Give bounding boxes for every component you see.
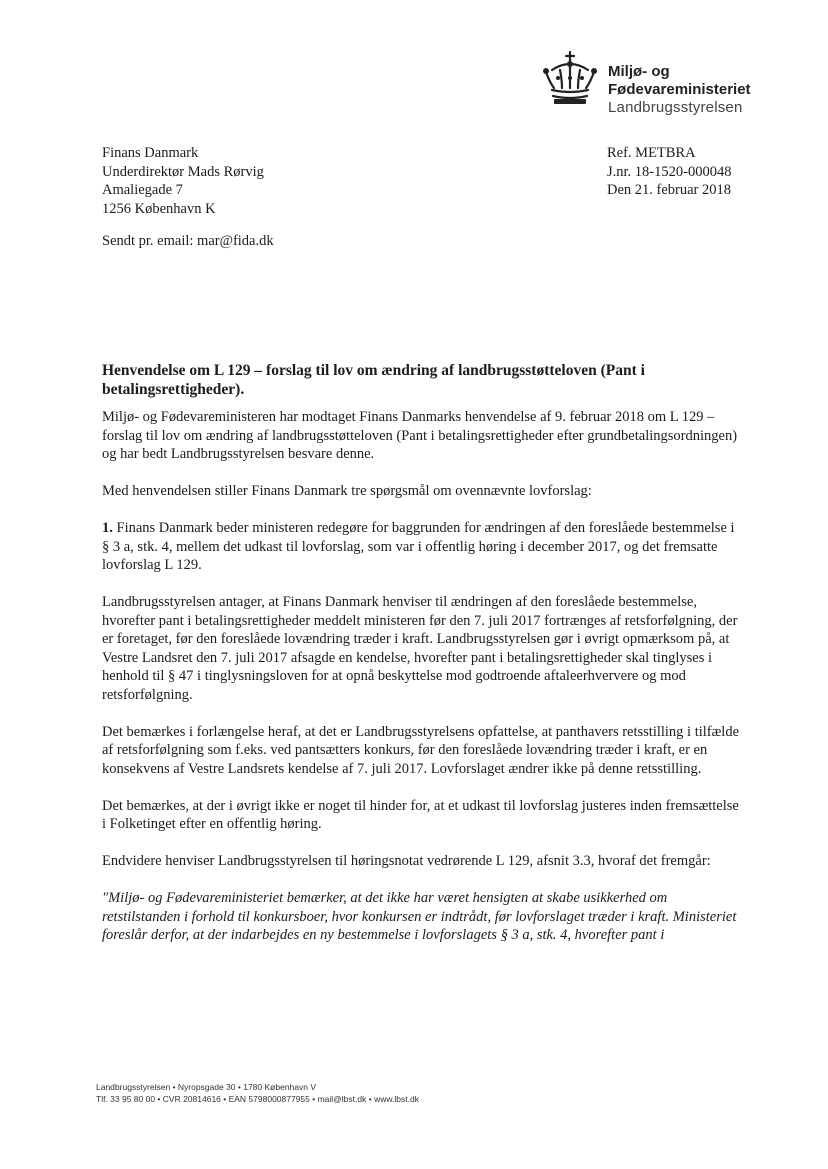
letter-footer <box>96 1081 419 1105</box>
journal-number: J.nr. 18-1520-000048 <box>607 163 732 180</box>
recipient-line: Underdirektør Mads Rørvig <box>102 163 264 180</box>
question-text: Finans Danmark beder ministeren redegøre for baggrunden for ændringen af den foreslåede bestemmelse i § 3 a, stk. 4, mellem det udkast til lovforslag, som var i offentlig høring i december 2017, og det fremsatte lovforslag L 129. <box>102 520 735 573</box>
footer-contact: Tlf. 33 95 80 00 • CVR 20814616 • EAN 5798000877955 • mail@lbst.dk • www.lbst.dk <box>96 1094 419 1104</box>
letter-title: Henvendelse om L 129 – forslag til lov om ændring af landbrugsstøtteloven (Pant i betalingsrettigheder). <box>102 362 645 398</box>
recipient-address <box>102 144 264 218</box>
paragraph: Det bemærkes, at der i øvrigt ikke er noget til hinder for, at et udkast til lovforslag justeres inden fremsættelse i Folketinget efter en offentlig høring. <box>102 797 739 832</box>
paragraph: Endvidere henviser Landbrugsstyrelsen til høringsnotat vedrørende L 129, afsnit 3.3, hvoraf det fremgår: <box>102 853 711 869</box>
sent-by-email-line: Sendt pr. email: mar@fida.dk <box>102 233 274 249</box>
letter-body <box>102 408 742 963</box>
quoted-paragraph: "Miljø- og Fødevareministeriet bemærker, at det ikke har været hensigten at skabe usikkerhed om retstilstanden i forhold til konkursboer, hvor konkursen er indtrådt, før lovforslaget træder i kraft. Ministeriet foreslår derfor, at der indarbejdes en ny bestemmelse i lovforslagets § 3 a, stk. 4, hvorefter pant i <box>102 890 737 943</box>
paragraph: Landbrugsstyrelsen antager, at Finans Danmark henviser til ændringen af den foreslåede bestemmelse, hvorefter pant i betalingsrettigheder meddelt ministeren før den 7. juli 2017 fortrænges af retsforfølgning, der er foretaget, før den foreslåede lovændring træder i kraft. Landbrugsstyrelsen gør i øvrigt opmærksom på, at Vestre Landsret den 7. juli 2017 afsagde en kendelse, hvorefter pant i betalingsrettigheder skal tinglyses i henhold til § 47 i tinglysningsloven for at opnå beskyttelse mod godtroende aftaleerhververe og mod retsforfølgning. <box>102 594 738 703</box>
reference-block <box>607 144 731 200</box>
logo-wordmark <box>608 63 751 117</box>
logo-line-agency: Landbrugsstyrelsen <box>608 99 743 116</box>
question-number: 1. <box>102 520 113 536</box>
reference-line: Ref. METBRA <box>607 145 696 161</box>
ministry-logo <box>540 50 780 120</box>
recipient-line: 1256 København K <box>102 200 216 217</box>
logo-line-ministry-2: Fødevareministeriet <box>608 81 751 98</box>
logo-line-ministry-1: Miljø- og <box>608 63 670 80</box>
recipient-line: Finans Danmark <box>102 145 199 161</box>
paragraph-question-1 <box>102 519 742 575</box>
paragraph: Miljø- og Fødevareministeren har modtaget Finans Danmarks henvendelse af 9. februar 2018 om L 129 – forslag til lov om ændring af landbrugsstøtteloven (Pant i betalingsrettigheder efter grundbetalingsordningen) og har bedt Landbrugsstyrelsen besvare denne. <box>102 409 738 462</box>
footer-address: Landbrugsstyrelsen • Nyropsgade 30 • 1780 København V <box>96 1082 317 1092</box>
paragraph: Det bemærkes i forlængelse heraf, at det er Landbrugsstyrelsens opfattelse, at panthavers retsstilling i tilfælde af retsforfølgning som f.eks. ved pantsætters konkurs, før den foreslåede lovændring træder i kraft, er en konsekvens af Vestre Landsrets kendelse af 7. juli 2017. Lovforslaget ændrer ikke på denne retsstilling. <box>102 723 740 777</box>
letter-date: Den 21. februar 2018 <box>607 182 732 198</box>
crown-icon <box>540 50 600 106</box>
recipient-line: Amaliegade 7 <box>102 182 183 198</box>
paragraph: Med henvendelsen stiller Finans Danmark tre spørgsmål om ovennævnte lovforslag: <box>102 483 592 499</box>
